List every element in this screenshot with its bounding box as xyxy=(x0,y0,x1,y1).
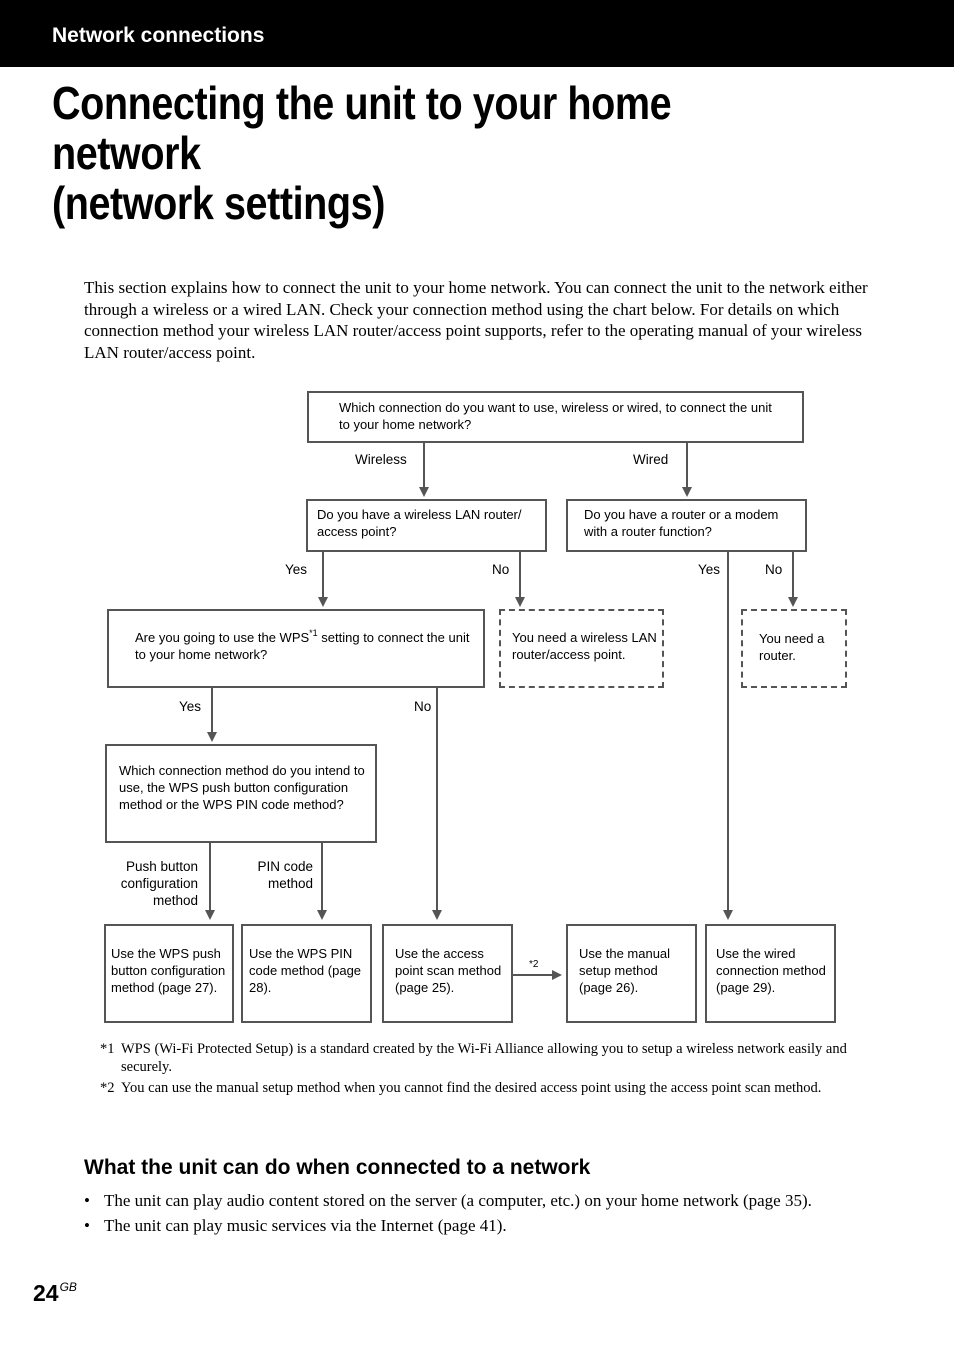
question-wps xyxy=(107,609,485,688)
footnote-1-mark: *1 xyxy=(100,1041,115,1057)
result-manual-setup: Use the manual setup method (page 26). xyxy=(566,924,697,1023)
label-wired-yes: Yes xyxy=(698,562,721,577)
list-item-text: The unit can play audio content stored on the server (a computer, etc.) on your home network (page 35). xyxy=(104,1191,812,1210)
label-wireless: Wireless xyxy=(355,452,407,467)
label-wps-yes: Yes xyxy=(179,699,202,714)
footnote-2 xyxy=(100,1079,850,1097)
label-push-button: Push button configuration method xyxy=(120,859,198,908)
footnote-2-text: You can use the manual setup method when you cannot find the desired access point using the access point scan method. xyxy=(121,1080,822,1096)
footnote-2-mark: *2 xyxy=(100,1080,115,1096)
result-wps-pin: Use the WPS PIN code method (page 28). xyxy=(241,924,372,1023)
label-wireless-no: No xyxy=(492,562,510,577)
section-heading: What the unit can do when connected to a network xyxy=(84,1156,591,1179)
footnote-ref-1: *1 xyxy=(309,628,318,638)
bullet-icon: • xyxy=(84,1216,90,1235)
label-pin-code: PIN code method xyxy=(257,859,313,891)
bullet-icon: • xyxy=(84,1191,90,1210)
intro-paragraph: This section explains how to connect the unit to your home network. You can connect the unit to the network either through a wireless or a wired LAN. Check your connection method using the chart below. For details on which connection method your wireless LAN router/access point supports, refer to the operating manual of your wireless LAN router/access point. xyxy=(84,278,868,362)
page-number-suffix: GB xyxy=(59,1280,77,1294)
page-number-value: 24 xyxy=(33,1280,59,1306)
page-title-line-2: (network settings) xyxy=(52,177,385,229)
list-item-text: The unit can play music services via the Internet (page 41). xyxy=(104,1216,507,1235)
question-wps-text-start: Are you going to use the WPS xyxy=(135,630,310,645)
footnotes xyxy=(100,1040,850,1100)
result-wps-push: Use the WPS push button configuration method (page 27). xyxy=(104,924,234,1023)
label-wps-no: No xyxy=(414,699,432,714)
bullet-list xyxy=(84,1188,904,1238)
footnote-1-text: WPS (Wi-Fi Protected Setup) is a standard created by the Wi-Fi Alliance allowing you to setup a wireless network easily and securely. xyxy=(121,1041,847,1075)
question-connection-type: Which connection do you want to use, wireless or wired, to connect the unit to your home network? xyxy=(307,391,804,443)
question-wps-method: Which connection method do you intend to use, the WPS push button configuration method or the WPS PIN code method? xyxy=(105,744,377,843)
note-need-router: You need a router. xyxy=(741,609,847,688)
section-title: Network connections xyxy=(52,24,265,47)
question-wireless-router: Do you have a wireless LAN router/ access point? xyxy=(306,499,547,552)
label-wired-no: No xyxy=(765,562,783,577)
footnote-1 xyxy=(100,1040,850,1076)
result-access-point-scan: Use the access point scan method (page 25). xyxy=(382,924,513,1023)
note-need-wireless-router: You need a wireless LAN router/access point. xyxy=(499,609,664,688)
page-title-line-1: Connecting the unit to your home network xyxy=(52,77,672,179)
footnote-ref-2: *2 xyxy=(529,959,539,970)
page-number xyxy=(33,1280,77,1307)
list-item xyxy=(84,1188,904,1213)
list-item xyxy=(84,1213,904,1238)
result-wired: Use the wired connection method (page 29). xyxy=(705,924,836,1023)
label-wireless-yes: Yes xyxy=(285,562,308,577)
label-wired: Wired xyxy=(633,452,669,467)
question-wired-router: Do you have a router or a modem with a router function? xyxy=(566,499,807,552)
question-wps-text-end: setting to connect the unit to your home network? xyxy=(135,630,470,662)
